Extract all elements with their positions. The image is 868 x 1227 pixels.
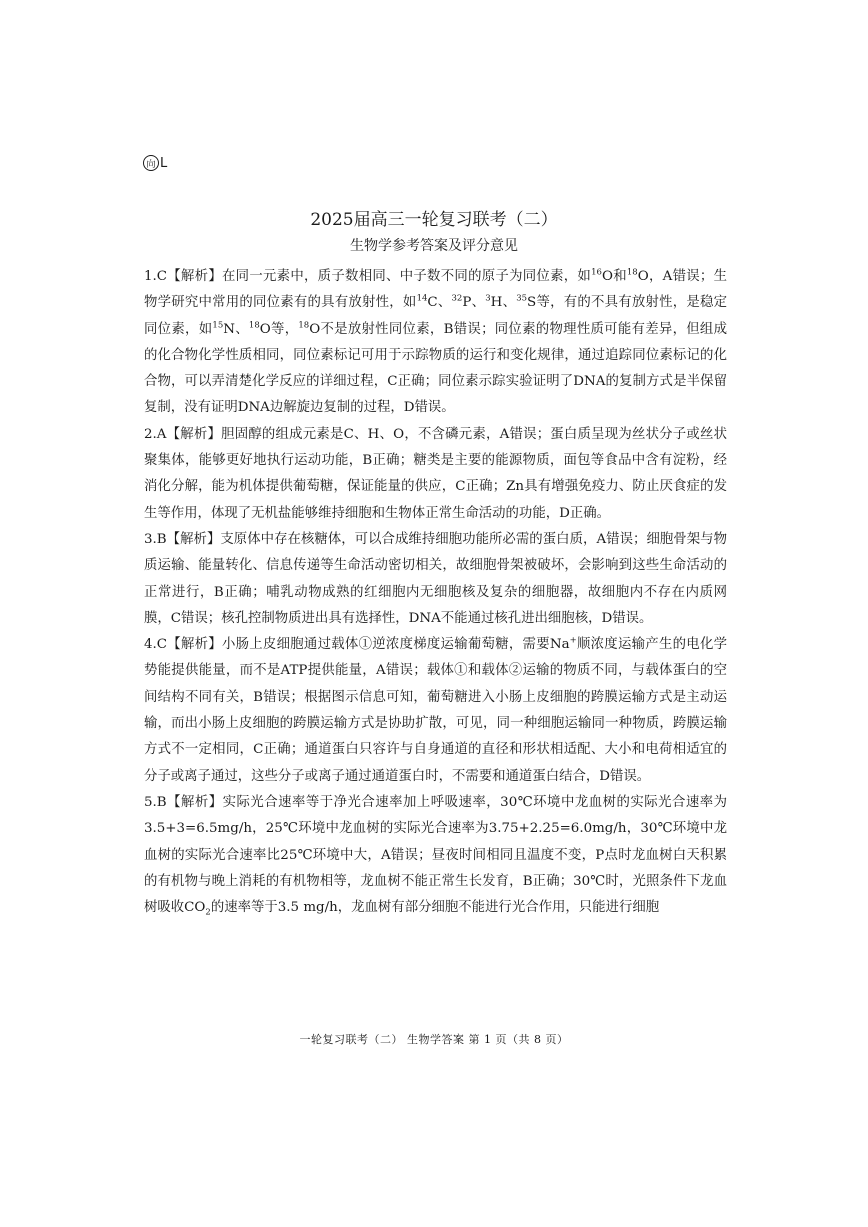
answer-q3: 3.B【解析】支原体中存在核糖体，可以合成维持细胞功能所必需的蛋白质，A错误；细胞骨架与物质运输、能量转化、信息传递等生命活动密切相关，故细胞骨架被破坏，会影响到这些生命活动的正常进行，B正确；哺乳动物成熟的红细胞内无细胞核及复杂的细胞器，故细胞内不存在内质网膜，C错误；核孔控制物质进出具有选择性，DNA不能通过核孔进出细胞核，D错误。: [144, 531, 727, 626]
circled-character: 向: [143, 155, 159, 171]
answer-q5: 5.B【解析】实际光合速率等于净光合速率加上呼吸速率，30℃环境中龙血树的实际光合速率为3.5+3=6.5mg/h，25℃环境中龙血树的实际光合速率为3.75+2.25=6.0mg/h，30℃环境中龙血树的实际光合速率比25℃环境中大，A错误；昼夜时间相同且温度不变，P点时龙血树白天积累的有机物与晚上消耗的有机物相等，龙血树不能正常生长发育，B正确；30℃时，光照条件下龙血树吸收$CO_2$的速率等于3.5 mg/h，龙血树有部分细胞不能进行光合作用，只能进行细胞: [144, 794, 727, 918]
answer-q2: 2.A【解析】胆固醇的组成元素是C、H、O，不含磷元素，A错误；蛋白质呈现为丝状分子或丝状聚集体，能够更好地执行运动功能，B正确；糖类是主要的能源物质，面包等食品中含有淀粉，经消化分解，能为机体提供葡萄糖，保证能量的供应，C正确；Zn具有增强免疫力、防止厌食症的发生等作用，体现了无机盐能够维持细胞和生物体正常生命活动的功能，D正确。: [144, 426, 727, 521]
header-mark: [143, 155, 167, 171]
page-footer: 一轮复习联考（二） 生物学答案 第 1 页（共 8 页）: [299, 1033, 569, 1046]
header-mark-suffix: L: [160, 155, 168, 171]
page-subtitle: 生物学参考答案及评分意见: [350, 238, 518, 254]
answer-q1: 1.C【解析】在同一元素中，质子数相同、中子数不同的原子为同位素，如$^{16}$O和$^{18}$O，A错误；生物学研究中常用的同位素有的具有放射性，如$^{14}$C、$^{32}$P、$^3$H、$^{35}$S等，有的不具有放射性，是稳定同位素，如$^{15}$N、$^{18}$O等，$^{18}$O不是放射性同位素，B错误；同位素的物理性质可能有差异，但组成的化合物化学性质相同，同位素标记可用于示踪物质的运行和变化规律，通过追踪同位素标记的化合物，可以弄清楚化学反应的详细过程，C正确；同位素示踪实验证明了DNA的复制方式是半保留复制，没有证明DNA边解旋边复制的过程，D错误。: [144, 267, 727, 416]
answer-q4: 4.C【解析】小肠上皮细胞通过载体①逆浓度梯度运输葡萄糖，需要Na+顺浓度运输产生的电化学势能提供能量，而不是ATP提供能量，A错误；载体①和载体②运输的物质不同，与载体蛋白的空间结构不同有关，B错误；根据图示信息可知，葡萄糖进入小肠上皮细胞的跨膜运输方式是主动运输，而出小肠上皮细胞的跨膜运输方式是协助扩散，可见，同一种细胞运输同一种物质，跨膜运输方式不一定相同，C正确；通道蛋白只容许与自身通道的直径和形状相适配、大小和电荷相适宜的分子或离子通过，这些分子或离子通过通道蛋白时，不需要和通道蛋白结合，D错误。: [144, 635, 727, 784]
page-title: 2025届高三一轮复习联考（二）: [310, 210, 558, 230]
answer-content: [144, 264, 727, 921]
